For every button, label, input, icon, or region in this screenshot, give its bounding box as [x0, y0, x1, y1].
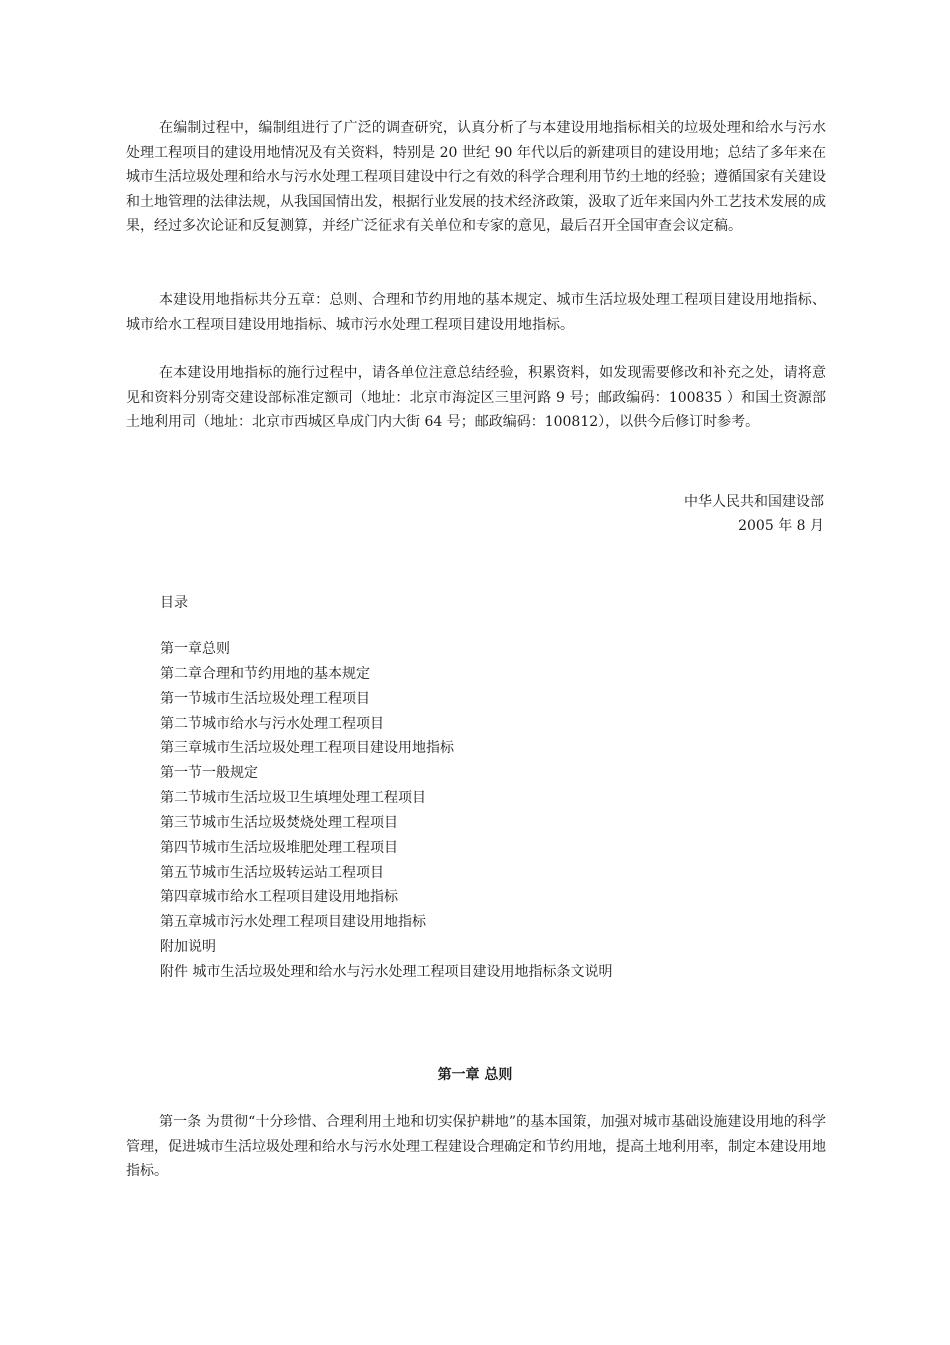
toc-item: 第三章城市生活垃圾处理工程项目建设用地指标 — [160, 740, 454, 757]
signature-date: 2005 年 8 月 — [738, 518, 824, 534]
toc-item: 第五章城市污水处理工程项目建设用地指标 — [160, 914, 426, 931]
toc-item: 第二节城市生活垃圾卫生填埋处理工程项目 — [160, 790, 426, 807]
article-one: 第一条 为贯彻“十分珍惜、合理利用土地和切实保护耕地”的基本国策，加强对城市基础设施建设用地的科学管理，促进城市生活垃圾处理和给水与污水处理工程建设合理确定和节约用地，提高土地利用率，制定本建设用地指标。 — [126, 1114, 826, 1180]
toc-item: 附加说明 — [160, 939, 216, 956]
toc-item: 第三节城市生活垃圾焚烧处理工程项目 — [160, 814, 398, 831]
chapter-heading: 第一章 总则 — [437, 1067, 513, 1083]
toc-item: 第一章总则 — [160, 641, 230, 657]
toc-title: 目录 — [160, 595, 188, 611]
paragraph-feedback-request: 在本建设用地指标的施行过程中，请各单位注意总结经验，积累资料，如发现需要修改和补充之处，请将意见和资料分别寄交建设部标准定额司（地址：北京市海淀区三里河路 9 号；邮政编码：100835 ）和国土资源部土地利用司（地址：北京市西城区阜成门内大街 64 号；邮政编码：100812），以供今后修订时参考。 — [126, 365, 826, 431]
signature-organization: 中华人民共和国建设部 — [684, 494, 824, 510]
paragraph-chapter-summary: 本建设用地指标共分五章：总则、合理和节约用地的基本规定、城市生活垃圾处理工程项目建设用地指标、城市给水工程项目建设用地指标、城市污水处理工程项目建设用地指标。 — [126, 292, 826, 333]
toc-item: 第一节城市生活垃圾处理工程项目 — [160, 690, 370, 707]
toc-item: 附件 城市生活垃圾处理和给水与污水处理工程项目建设用地指标条文说明 — [160, 963, 613, 980]
toc-item: 第二章合理和节约用地的基本规定 — [160, 665, 370, 682]
toc-item: 第四章城市给水工程项目建设用地指标 — [160, 889, 398, 906]
toc-item: 第二节城市给水与污水处理工程项目 — [160, 715, 384, 732]
paragraph-compilation-process: 在编制过程中，编制组进行了广泛的调查研究，认真分析了与本建设用地指标相关的垃圾处理和给水与污水处理工程项目的建设用地情况及有关资料，特别是 20 世纪 90 年代以后的新建项目的建设用地；总结了多年来在城市生活垃圾处理和给水与污水处理工程项目建设中行之有效的科学合理利用节约土地的经验；遵循国家有关建设和土地管理的法律法规，从我国国情出发，根据行业发展的技术经济政策，汲取了近年来国内外工艺技术发展的成果，经过多次论证和反复测算，并经广泛征求有关单位和专家的意见，最后召开全国审查会议定稿。 — [126, 120, 826, 235]
toc-item: 第五节城市生活垃圾转运站工程项目 — [160, 864, 384, 881]
table-of-contents — [160, 637, 612, 985]
toc-item: 第四节城市生活垃圾堆肥处理工程项目 — [160, 839, 398, 856]
toc-item: 第一节一般规定 — [160, 765, 258, 782]
